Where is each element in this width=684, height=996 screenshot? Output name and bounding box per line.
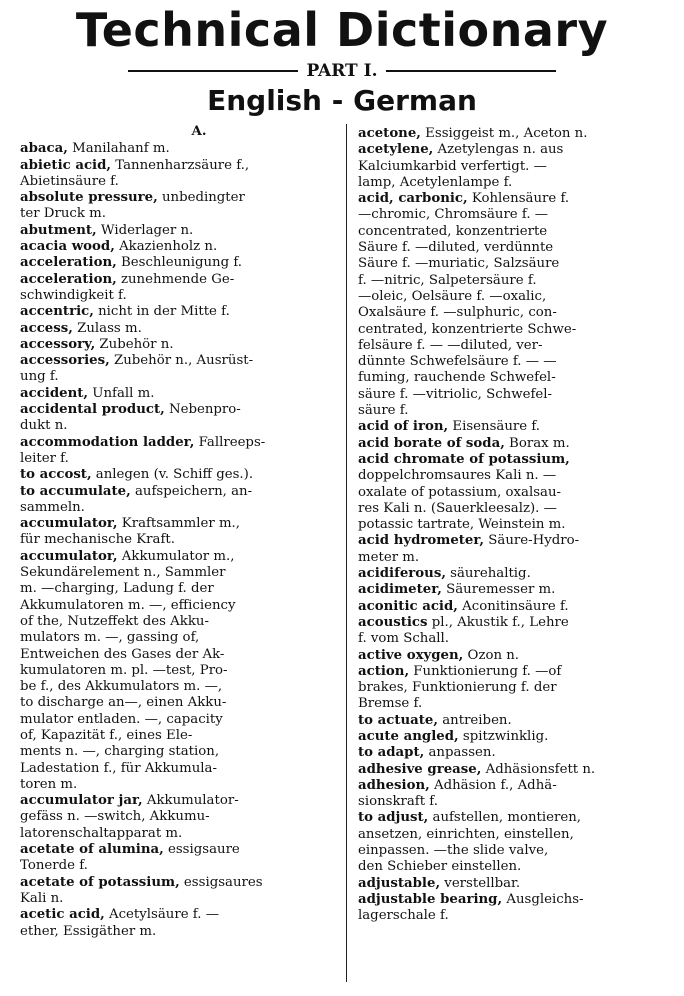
entry-definition: anpassen. [424, 745, 496, 761]
entry-term: acid of iron, [358, 419, 449, 435]
entry-definition: Adhäsionsfett n. [481, 761, 596, 777]
entry-term: accumulator, [20, 516, 118, 532]
entry-term: adjustable, [358, 875, 441, 891]
dictionary-entry [20, 141, 338, 157]
dictionary-entry [20, 321, 338, 337]
dictionary-entry [20, 304, 338, 320]
entry-term: absolute pressure, [20, 190, 158, 206]
entry-definition: Säure-Hydro- meter m. [358, 533, 580, 565]
dictionary-entry [20, 842, 338, 875]
entry-definition: zunehmende Ge- schwindigkeit f. [20, 271, 235, 303]
entry-definition: Eisensäure f. [448, 419, 541, 435]
entry-term: accumulator, [20, 548, 118, 564]
entry-definition: Ozon n. [463, 647, 520, 663]
entry-definition: Funktionierung f. —of brakes, Funktionierung f. der Bremse f. [358, 663, 562, 712]
dictionary-entry [358, 892, 670, 925]
entry-definition: verstellbar. [440, 875, 521, 891]
page-subtitle: English - German [207, 84, 477, 117]
dictionary-entry [20, 239, 338, 255]
column-divider [346, 124, 347, 982]
entry-definition: Nebenpro- dukt n. [20, 402, 241, 434]
dictionary-entry [20, 435, 338, 468]
entry-definition: unbedingter ter Druck m. [20, 190, 245, 222]
entry-definition: Zubehör n. [95, 336, 174, 352]
dictionary-entry [358, 664, 670, 713]
entry-term: acceleration, [20, 271, 117, 287]
rule-left [128, 70, 298, 72]
entry-term: abietic acid, [20, 157, 112, 173]
entry-definition: Akkumulator- gefäss n. —switch, Akkumu- latorenschaltapparat m. [20, 793, 239, 841]
dictionary-entry [20, 549, 338, 793]
page-title: Technical Dictionary [75, 3, 609, 57]
entry-term: active oxygen, [358, 647, 464, 663]
dictionary-entry [20, 353, 338, 386]
entry-term: to accost, [20, 467, 92, 483]
entry-definition: Manilahanf m. [67, 141, 170, 157]
entry-definition: Beschleunigung f. [116, 255, 243, 271]
entry-term: to actuate, [358, 712, 439, 728]
section-letter: A. [191, 124, 207, 139]
dictionary-entry [358, 876, 670, 892]
entry-term: accidental product, [20, 402, 165, 418]
entry-term: acacia wood, [20, 239, 115, 255]
dictionary-entry [20, 190, 338, 223]
dictionary-entry [358, 452, 670, 533]
entry-term: acoustics [358, 614, 428, 630]
entry-definition: Widerlager n. [96, 222, 194, 238]
entry-definition: Zubehör n., Ausrüst- ung f. [20, 353, 254, 385]
entry-term: acidimeter, [358, 582, 442, 598]
entry-term: accentric, [20, 304, 94, 320]
entry-definition: Säuremesser m. [441, 582, 556, 598]
entry-term: action, [358, 663, 410, 679]
entry-definition: Akazienholz n. [114, 239, 218, 255]
dictionary-entry [20, 516, 338, 549]
dictionary-entry [358, 810, 670, 875]
right-column [358, 126, 670, 925]
entry-term: to accumulate, [20, 483, 131, 499]
entry-definition: Tannenharzsäure f., Abietinsäure f. [20, 157, 250, 189]
dictionary-entry [20, 223, 338, 239]
entry-term: acid hydrometer, [358, 533, 485, 549]
entry-definition: Zulass m. [72, 320, 142, 336]
entry-term: abutment, [20, 222, 97, 238]
dictionary-entry [358, 566, 670, 582]
entry-definition: Adhäsion f., Adhä- sionskraft f. [358, 777, 557, 810]
dictionary-entry [358, 713, 670, 729]
dictionary-entry [358, 436, 670, 452]
entry-definition: Fallreeps- leiter f. [20, 434, 266, 466]
dictionary-entry [358, 648, 670, 664]
entry-term: abaca, [20, 141, 68, 157]
dictionary-entry [358, 419, 670, 435]
entry-definition: nicht in der Mitte f. [93, 304, 230, 320]
entry-definition: spitzwinklig. [458, 728, 549, 744]
dictionary-entry [358, 533, 670, 566]
entry-definition: Acetylsäure f. — ether, Essigäther m. [20, 907, 219, 939]
dictionary-entry [20, 793, 338, 842]
dictionary-entry [20, 875, 338, 908]
entry-term: acidiferous, [358, 566, 446, 582]
entry-term: to adapt, [358, 745, 425, 761]
entry-term: to adjust, [358, 810, 429, 826]
entry-term: acetate of alumina, [20, 842, 164, 858]
entry-term: acceleration, [20, 255, 117, 271]
entry-definition: anlegen (v. Schiff ges.). [91, 467, 254, 483]
entry-definition: säurehaltig. [445, 566, 531, 582]
entry-term: accommodation ladder, [20, 434, 195, 450]
entry-definition: aufspeichern, an- sammeln. [20, 483, 253, 515]
entry-definition: aufstellen, montieren, ansetzen, einrichten, einstellen, einpassen. —the slide valve, den Schieber einstellen. [358, 810, 582, 875]
entry-term: adhesive grease, [358, 761, 482, 777]
entry-definition: Essiggeist m., Aceton n. [420, 126, 588, 141]
dictionary-entry [358, 778, 670, 811]
entry-definition: essigsaures Kali n. [20, 874, 263, 906]
dictionary-entry [358, 126, 670, 142]
entry-term: accessory, [20, 336, 96, 352]
dictionary-entry [358, 142, 670, 191]
entry-term: accessories, [20, 353, 110, 369]
part-heading [0, 60, 684, 82]
entry-term: acid chromate of potassium, [358, 451, 570, 467]
entry-term: adhesion, [358, 777, 430, 793]
dictionary-entry [20, 337, 338, 353]
entry-definition: Akkumulator m., Sekundärelement n., Sammler m. —charging, Ladung f. der Akkumulatoren m. —, efficiency of the, Nutzeffekt des Akku- mulators m. —, gassing of, Entweichen des Gases der Ak- kumulatoren m. pl. —test, Pro- be f., des Akkumulators m. —, to discharge an—, einen Akku- mulator entladen. —, capacity of, Kapazität f., eines Ele- ments n. —, charging station, Ladestation f., für Akkumula- toren m. [20, 548, 236, 792]
dictionary-entry [358, 615, 670, 648]
entry-term: adjustable bearing, [358, 891, 503, 907]
entry-definition: Kohlensäure f. —chromic, Chromsäure f. — concentrated, konzentrierte Säure f. —diluted, verdünnte Säure f. —muriatic, Salzsäure f. —nitric, Salpetersäure f. —oleic, Oelsäure f. —oxalic, Oxalsäure f. —sulphuric, con- centrated, konzentrierte Schwe- felsäure f. — —diluted, ver- dünnte Schwefelsäure f. — — fuming, rauchende Schwefel- säure f. —vitriolic, Schwefel- säure f. [358, 191, 577, 419]
entry-term: access, [20, 320, 73, 336]
left-column [20, 124, 338, 940]
dictionary-entry [20, 158, 338, 191]
dictionary-entry [358, 582, 670, 598]
dictionary-entry [20, 272, 338, 305]
dictionary-entry [358, 762, 670, 778]
dictionary-entry [358, 729, 670, 745]
entry-term: acetate of potassium, [20, 874, 180, 890]
dictionary-entry [358, 191, 670, 419]
entry-term: accumulator jar, [20, 793, 143, 809]
dictionary-entry [358, 745, 670, 761]
entry-term: acetylene, [358, 142, 434, 158]
dictionary-entry [358, 599, 670, 615]
entry-definition: Aconitinsäure f. [457, 598, 569, 614]
entry-definition: doppelchromsaures Kali n. — oxalate of potassium, oxalsau- res Kali n. (Sauerkleesalz). — potassic tartrate, Weinstein m. [358, 468, 566, 533]
entry-term: aconitic acid, [358, 598, 458, 614]
dictionary-entry [20, 907, 338, 940]
entry-term: acetone, [358, 126, 421, 141]
rule-right [386, 70, 556, 72]
entry-term: acute angled, [358, 728, 459, 744]
entry-definition: Kraftsammler m., für mechanische Kraft. [20, 516, 241, 548]
entry-definition: Unfall m. [88, 385, 155, 401]
entry-definition: antreiben. [438, 712, 512, 728]
part-label: PART I. [306, 61, 378, 81]
entry-term: acetic acid, [20, 907, 105, 923]
entry-definition: pl., Akustik f., Lehre f. vom Schall. [358, 614, 569, 647]
entry-definition: Borax m. [504, 435, 570, 451]
dictionary-entry [20, 402, 338, 435]
entry-definition: essigsaure Tonerde f. [20, 842, 240, 874]
dictionary-entry [20, 467, 338, 483]
dictionary-entry [20, 484, 338, 517]
entry-term: acid borate of soda, [358, 435, 505, 451]
entry-term: acid, carbonic, [358, 191, 468, 207]
entry-definition: Ausgleichs- lagerschale f. [358, 891, 584, 924]
dictionary-entry [20, 255, 338, 271]
dictionary-entry [20, 386, 338, 402]
entry-term: accident, [20, 385, 89, 401]
entry-definition: Azetylengas n. aus Kalciumkarbid verfertigt. — lamp, Acetylenlampe f. [358, 142, 564, 190]
